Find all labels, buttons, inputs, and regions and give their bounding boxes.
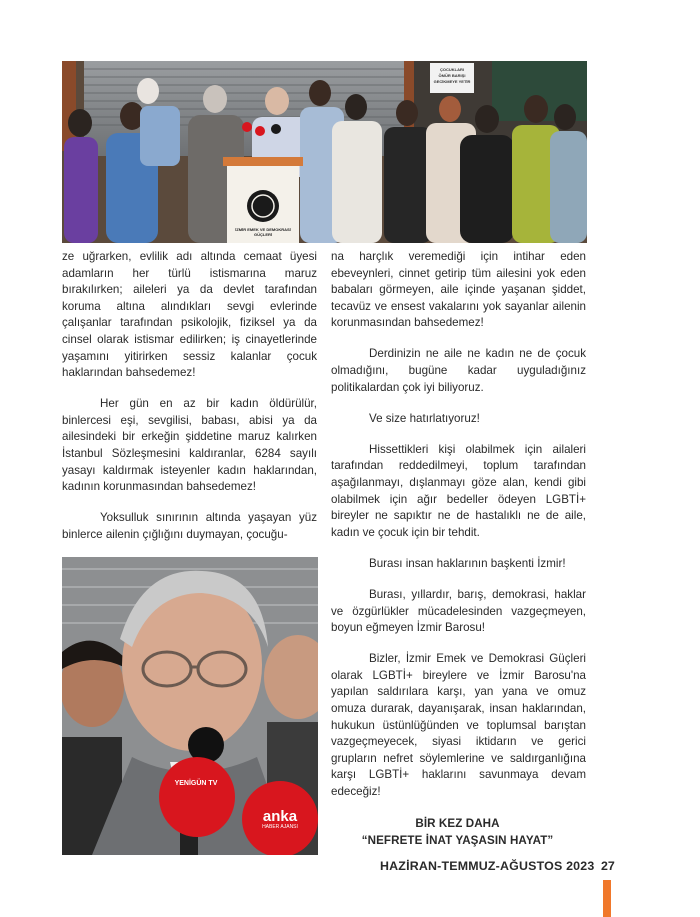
- right-paragraph-6: Burası, yıllardır, barış, demokrasi, haklar ve özgürlükler mücadelesinden vazgeçmeyen, boyun eğmeyen İzmir Barosu!: [331, 588, 586, 635]
- podium-sign: [230, 227, 296, 237]
- speaker-photo: [62, 557, 318, 855]
- closing-slogan: [340, 815, 575, 849]
- mic-left-logo: YENİGÜN TV: [174, 780, 218, 787]
- right-column: [331, 249, 586, 815]
- right-paragraph-3: Ve size hatırlatıyoruz!: [369, 411, 480, 425]
- right-paragraph-1: na harçlık veremediği için intihar eden ebeveynleri, cinnet getirip tüm ailesini yok eden babaları görmeyen, aile içinde yaşanan şiddet, tecavüz ve ensest vakalarını yok sayanlar ailenin korunmasından bahsedemez!: [331, 250, 586, 330]
- left-column: [62, 249, 317, 558]
- door-sign-line1: ÇOCUKLARI: [440, 67, 464, 72]
- left-paragraph-1: ze uğrarken, evlilik adı altında cemaat üyesi adamların her türlü istismarına maruz bırakılırken; aileleri ya da devlet tarafından koruma altına alındıkları sevgi evlerinde çalışanlar tarafından psikolojik, fiziksel ya da cinsel olarak istismar edilirken; iş cinayetlerinde yaşamını yitirirken sessiz kalanlar çocuk haklarından bahsedemez!: [62, 250, 317, 380]
- right-paragraph-5: Burası insan haklarının başkenti İzmir!: [369, 556, 566, 570]
- left-paragraph-3: Yoksulluk sınırının altında yaşayan yüz binlerce ailenin çığlığını duymayan, çocuğu-: [62, 511, 317, 541]
- door-sign: [431, 67, 473, 85]
- left-paragraph-2: Her gün en az bir kadın öldürülür, binlercesi eşi, sevgilisi, babası, abisi ya da ailesindeki bir erkeğin şiddetine maruz kalırken İstanbul Sözleşmesini kaldıranlar, 6284 sayılı yasayı kaldırmak isteyenler kadın haklarından, kadının korunmasından bahsedemez!: [62, 397, 317, 494]
- closing-line-1: BİR KEZ DAHA: [415, 817, 500, 830]
- closing-line-2: “NEFRETE İNAT YAŞASIN HAYAT”: [361, 834, 554, 847]
- mic-right-sub: HABER AJANSI: [262, 824, 298, 830]
- right-paragraph-7: Bizler, İzmir Emek ve Demokrasi Güçleri olarak LGBTİ+ bireylere ve İzmir Barosu'na yapılan saldırılara karşı, yan yana ve omuz omuza durarak, dayanışarak, insan haklarından, hukukun üstünlüğünden ve toplumsal barıştan vazgeçmeyecek, siyasi iktidarın ve gerici grupların nefret söylemlerine ve saldırganlığına karşı LGBTİ+ haklarını savunmaya devam edeceğiz!: [331, 652, 586, 799]
- podium-sign-line2: GÜÇLERİ: [254, 232, 272, 237]
- mic-right-brand: anka: [262, 808, 298, 825]
- issue-date: HAZİRAN-TEMMUZ-AĞUSTOS 2023: [380, 859, 595, 873]
- podium-sign-line1: İZMİR EMEK VE DEMOKRASİ: [235, 227, 291, 232]
- accent-bar: [603, 880, 611, 917]
- right-paragraph-4: Hissettikleri kişi olabilmek için ailaleri tarafından reddedilmeyi, toplum tarafından aşağılanmayı, dışlanmayı göze alan, kendi gibi olabilmek için ağır bedeller ödeyen LGBTİ+ bireyler ne sapıktır ne de hastalıklı ne de aile, kadın ve çocuk için bir tehdit.: [331, 442, 586, 539]
- press-statement-photo: [62, 61, 587, 243]
- door-sign-line2: ÖMÜR BARIŞI: [438, 73, 466, 78]
- page-number: 27: [601, 859, 615, 873]
- mic-right-logo: [248, 809, 312, 831]
- right-paragraph-2: Derdinizin ne aile ne kadın ne de çocuk olmadığını, bugüne kadar uyguladığınız politikalardan çok iyi biliyoruz.: [331, 347, 586, 394]
- door-sign-line3: GECİKMEYE YETİR: [433, 79, 471, 84]
